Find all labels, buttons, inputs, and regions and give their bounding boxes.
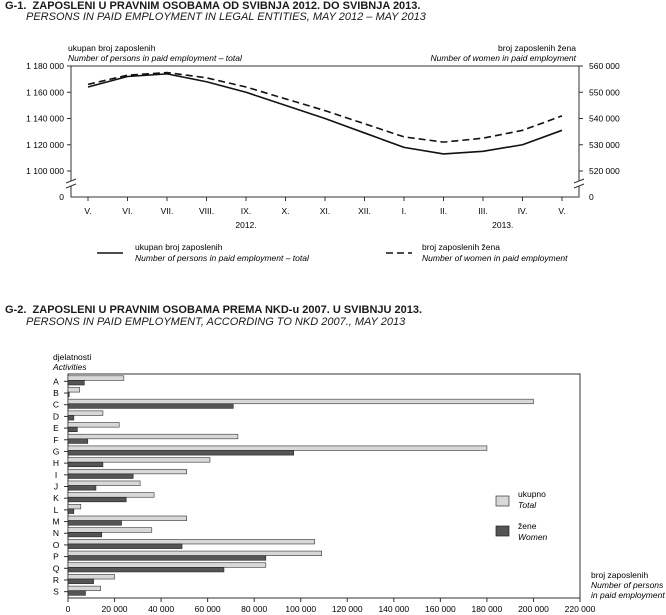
g1-right-tick-label: 520 000 [589, 166, 620, 176]
g2-bar-women [68, 556, 266, 561]
g2-bar-total [68, 551, 322, 556]
g1-left-tick-label: 1 140 000 [26, 113, 64, 124]
g2-bar-total [68, 469, 187, 474]
g1-year-label: 2013. [492, 220, 514, 230]
g2-bar-total [68, 539, 315, 544]
g2-legend-total-swatch [496, 496, 509, 506]
g1-left-tick-label: 1 180 000 [26, 61, 64, 71]
g2-legend-total-label: ukupno [518, 489, 546, 499]
g2-category-axis-title: djelatnosti [53, 352, 92, 362]
g2-x-tick-label: 140 000 [378, 604, 410, 614]
g2-bar-total [68, 586, 101, 591]
g2-category-label: L [53, 504, 59, 515]
g1-x-tick-label: VI. [122, 206, 133, 216]
g1-x-tick-label: I. [401, 206, 407, 216]
g2-category-axis-title-en: Activities [53, 362, 87, 372]
g2-bar-women [68, 462, 103, 467]
g2-x-tick-label: 0 [65, 604, 71, 614]
g2-bar-women [68, 439, 88, 444]
g1-right-tick-label: 550 000 [589, 87, 620, 98]
g2-bar-women [68, 427, 77, 432]
g1-left-tick-label: 1 100 000 [26, 166, 64, 176]
g1-right-tick-label: 540 000 [589, 113, 620, 124]
g2-x-tick-label: 200 000 [518, 604, 549, 614]
g2-bar-total [68, 458, 210, 463]
g2-legend-women-swatch [496, 526, 509, 536]
g2-bar-women [68, 591, 85, 596]
g2-x-tick-label: 60 000 [194, 604, 221, 614]
g2-bar-total [68, 574, 115, 579]
g2-bar-women [68, 579, 94, 584]
g2-category-label: P [53, 551, 59, 562]
g2-category-label: S [53, 586, 59, 597]
g1-x-tick-label: IX. [240, 206, 252, 216]
g1-right-tick-label: 560 000 [589, 61, 620, 71]
g2-bar-total [68, 411, 103, 416]
g1-right-tick-label: 530 000 [589, 139, 620, 150]
g2-bar-total [68, 387, 80, 392]
g1-number: G-1. [5, 0, 27, 12]
g2-legend-women-label-en: Women [518, 532, 548, 542]
g2-bar-women [68, 521, 122, 526]
g1-x-tick-label: XII. [358, 206, 371, 216]
g2-x-tick-label: 20 000 [101, 604, 128, 614]
g2-number: G-2. [5, 304, 27, 316]
g2-bar-women [68, 380, 84, 385]
g1-x-tick-label: V. [84, 206, 92, 216]
g2-category-label: H [52, 458, 60, 469]
g2-bar-total [68, 376, 124, 381]
g1-subtitle: PERSONS IN PAID EMPLOYMENT IN LEGAL ENTITIES, MAY 2012 – MAY 2013 [26, 11, 426, 23]
g2-x-tick-label: 40 000 [148, 604, 175, 614]
g2-bar-women [68, 415, 74, 420]
g2-category-label: J [53, 481, 59, 492]
g1-legend-women-label: broj zaposlenih žena [422, 242, 500, 252]
g2-bar-total [68, 528, 152, 533]
g2-bar-women [68, 567, 224, 572]
g2-bar-women [68, 451, 294, 456]
g2-bar-women [68, 544, 182, 549]
g2-category-label: K [53, 493, 59, 504]
g1-year-label: 2012. [235, 220, 257, 230]
g1-x-tick-label: X. [281, 206, 290, 216]
g2-bar-total [68, 434, 238, 439]
g2-bar-women [68, 486, 96, 491]
g1-x-tick-label: XI. [319, 206, 331, 216]
g2-bar-total [68, 446, 487, 451]
g1-legend-total-label: ukupan broj zaposlenih [135, 242, 223, 252]
g2-bar-women [68, 509, 74, 514]
g2-x-tick-label: 80 000 [241, 604, 268, 614]
g2-bar-women [68, 404, 233, 409]
g1-legend-women-label-en: Number of women in paid employment [422, 253, 568, 263]
g2-bar-total [68, 516, 187, 521]
g1-left-axis-title-en: Number of persons in paid employment – total [68, 53, 242, 63]
g2-x-tick-label: 120 000 [331, 604, 363, 614]
g2-bar-total [68, 563, 266, 568]
g2-bar-total [68, 481, 140, 486]
g1-left-tick-label: 1 160 000 [26, 87, 64, 98]
g1-x-tick-label: II. [439, 206, 448, 216]
g2-value-axis-title-en-1: Number of persons [591, 580, 664, 590]
g2-x-tick-label: 180 000 [471, 604, 503, 614]
g2-category-label: M [52, 516, 60, 527]
g2-category-label: C [52, 399, 60, 410]
g2-category-label: I [54, 469, 58, 480]
g1-x-tick-label: V. [558, 206, 566, 216]
g1-right-axis-title-en: Number of women in paid employment [430, 53, 576, 63]
g2-value-axis-title: broj zaposlenih [591, 570, 649, 580]
g2-bar-total [68, 504, 81, 509]
g1-x-tick-label: IV. [517, 206, 528, 216]
g2-x-tick-label: 100 000 [285, 604, 317, 614]
g2-category-label: O [52, 539, 60, 550]
g2-category-label: E [53, 423, 59, 434]
g2-bar-total [68, 423, 119, 428]
g2-bar-women [68, 392, 69, 397]
g1-x-tick-label: VII. [160, 206, 174, 216]
g1-x-tick-label: VIII. [198, 206, 215, 216]
g2-category-label: A [53, 376, 59, 387]
g2-bar-women [68, 474, 133, 479]
g2-title: ZAPOSLENI U PRAVNIM OSOBAMA PREMA NKD-u 2007. U SVIBNJU 2013. [32, 304, 423, 316]
g2-category-label: Q [52, 563, 60, 574]
g2-category-label: G [52, 446, 60, 457]
g2-bar-women [68, 532, 102, 537]
g2-bar-total [68, 493, 154, 498]
g2-category-label: F [53, 434, 59, 445]
g2-bar-total [68, 399, 533, 404]
g2-x-tick-label: 220 000 [564, 604, 596, 614]
g2-category-label: B [53, 388, 59, 399]
g1-right-tick-label: 0 [589, 192, 594, 202]
g2-subtitle: PERSONS IN PAID EMPLOYMENT, ACCORDING TO NKD 2007., MAY 2013 [26, 316, 406, 328]
g1-left-tick-label: 0 [59, 192, 64, 202]
g1-title: ZAPOSLENI U PRAVNIM OSOBAMA OD SVIBNJA 2012. DO SVIBNJA 2013. [32, 0, 421, 12]
g2-category-label: D [52, 411, 60, 422]
g1-left-axis-title: ukupan broj zaposlenih [68, 43, 156, 53]
g2-value-axis-title-en-2: in paid employment [591, 590, 665, 600]
g1-x-tick-label: III. [478, 206, 488, 216]
g2-x-tick-label: 160 000 [424, 604, 456, 614]
g1-left-tick-label: 1 120 000 [26, 139, 64, 150]
g1-legend-total-label-en: Number of persons in paid employment – total [135, 253, 309, 263]
g2-legend-women-label: žene [518, 521, 537, 531]
g1-right-axis-title: broj zaposlenih žena [498, 43, 576, 53]
g2-category-label: N [52, 528, 60, 539]
g2-category-label: R [52, 574, 60, 585]
g2-legend-total-label-en: Total [518, 500, 537, 510]
g2-bar-women [68, 497, 126, 502]
